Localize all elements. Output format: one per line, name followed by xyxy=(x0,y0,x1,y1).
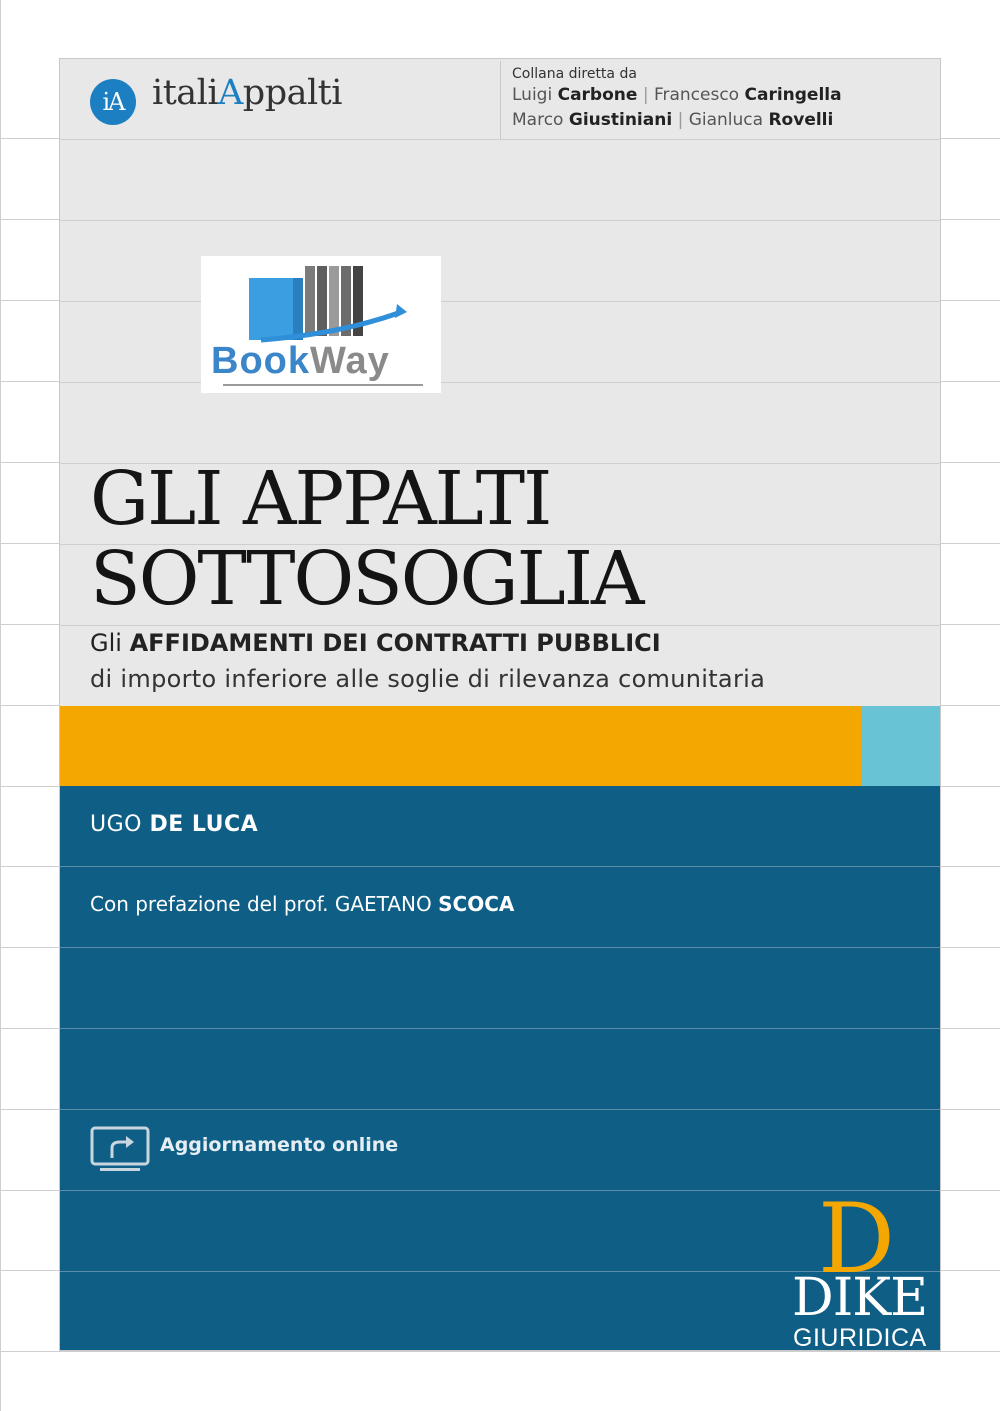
header-divider xyxy=(500,61,501,139)
editor-first-name: Luigi xyxy=(512,85,553,105)
book-subtitle xyxy=(90,629,661,657)
panel-grid-line xyxy=(60,1028,941,1029)
separator: | xyxy=(677,110,684,130)
editor-first-name: Francesco xyxy=(653,85,740,105)
book-title xyxy=(90,456,643,622)
preface-name: SCOCA xyxy=(438,892,515,916)
publisher-logo-initial: D xyxy=(818,1183,895,1295)
editor-last-name: Carbone xyxy=(557,85,638,105)
panel-grid-line xyxy=(60,1109,941,1110)
logo-suffix: ppalti xyxy=(242,73,342,113)
cover-grid-line xyxy=(60,139,940,140)
preface-credit xyxy=(90,892,514,916)
author-name xyxy=(90,812,258,837)
author-first-name: UGO xyxy=(90,812,142,837)
title-line-2: SOTTOSOGLIA xyxy=(90,536,643,622)
logo-prefix: itali xyxy=(152,73,219,113)
author-last-name: DE LUCA xyxy=(149,812,259,837)
monitor-update-icon xyxy=(90,1126,150,1174)
editor-first-name: Marco xyxy=(512,110,564,130)
series-logo xyxy=(152,73,342,113)
editor-first-name: Gianluca xyxy=(688,110,764,130)
cover-grid-line xyxy=(60,301,940,302)
cover-grid-line xyxy=(60,220,940,221)
preface-text: Con prefazione del prof. GAETANO xyxy=(90,892,432,916)
cover-grid-line xyxy=(60,382,940,383)
editor-last-name: Giustiniani xyxy=(568,110,673,130)
wordmark-part: Book xyxy=(211,340,310,382)
online-update-label: Aggiornamento online xyxy=(160,1134,399,1156)
editor-last-name: Caringella xyxy=(744,85,842,105)
blue-panel xyxy=(60,786,941,1351)
separator: | xyxy=(642,85,649,105)
logo-accent: A xyxy=(218,73,243,113)
title-line-1: GLI APPALTI xyxy=(90,456,551,542)
bookway-watermark xyxy=(201,256,441,393)
watermark-tagline-rule xyxy=(223,384,423,386)
italiappalti-logo-icon: iA xyxy=(90,79,136,125)
teal-band xyxy=(861,706,941,786)
editors-line-2 xyxy=(512,110,833,130)
grid-line xyxy=(0,1351,1000,1352)
book-subtitle-line-2: di importo inferiore alle soglie di rilevanza comunitaria xyxy=(90,665,766,693)
panel-grid-line xyxy=(60,1190,941,1191)
orange-band xyxy=(60,706,861,786)
books-graphic-icon xyxy=(201,256,441,346)
panel-grid-line xyxy=(60,866,941,867)
publisher-subname: GIURIDICA xyxy=(793,1324,927,1351)
cover-grid-line xyxy=(60,625,940,626)
panel-grid-line xyxy=(60,947,941,948)
publisher-name: DIKE xyxy=(792,1268,928,1328)
series-editors-label: Collana diretta da xyxy=(512,66,637,82)
bookway-wordmark xyxy=(211,340,390,383)
editor-last-name: Rovelli xyxy=(768,110,834,130)
wordmark-part: Way xyxy=(310,340,390,382)
book-cover xyxy=(59,58,941,1351)
subtitle-prefix: Gli xyxy=(90,629,122,657)
editors-line-1 xyxy=(512,85,842,105)
subtitle-bold: AFFIDAMENTI DEI CONTRATTI PUBBLICI xyxy=(129,629,661,657)
